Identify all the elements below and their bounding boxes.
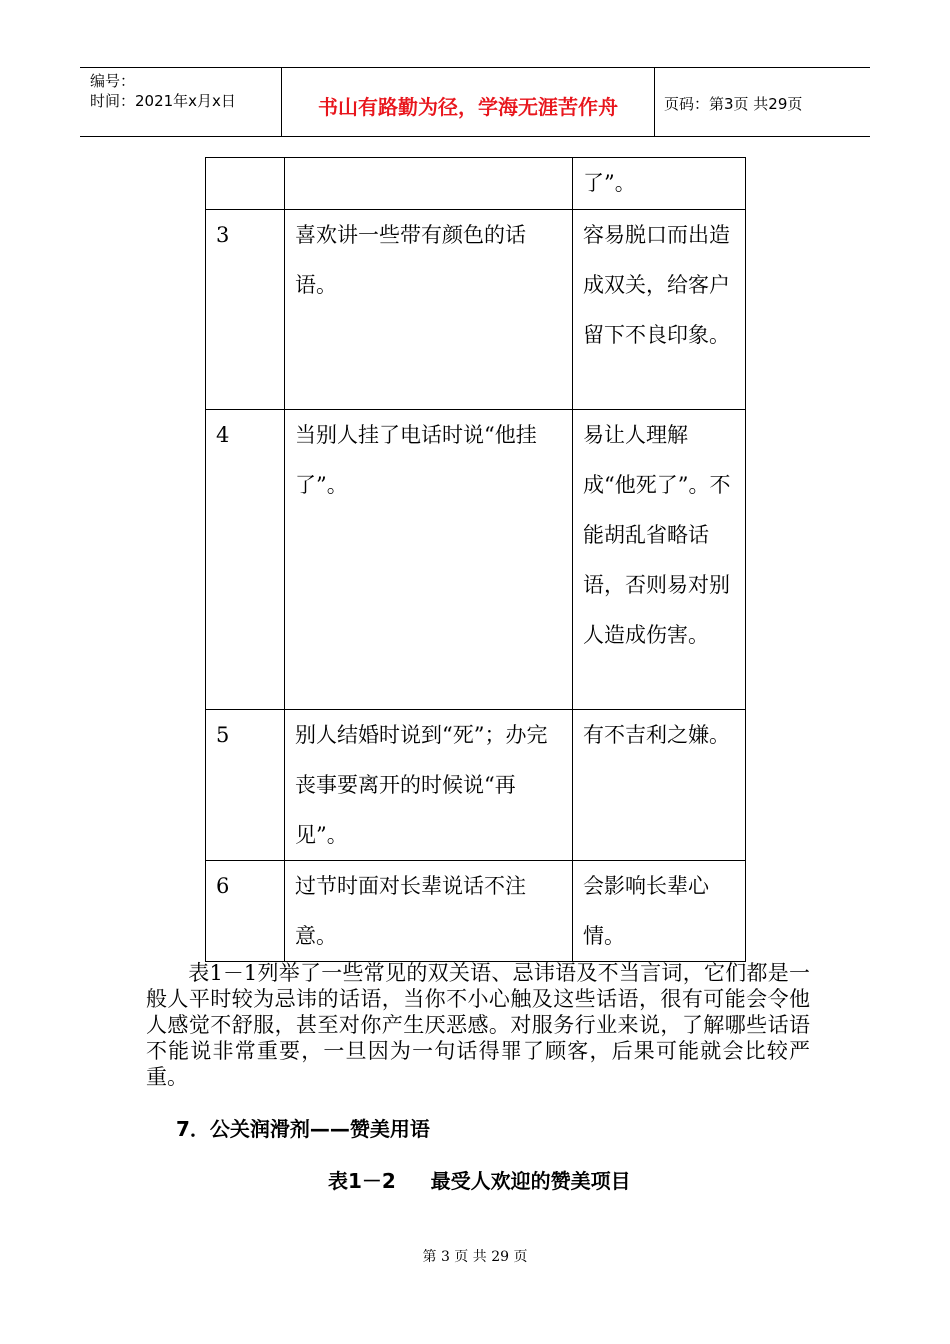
row-number: 4 [206, 410, 285, 710]
paragraph-text: 表1－1列举了一些常见的双关语、忌讳语及不当言词，它们都是一般人平时较为忌讳的话语，当你不小心触及这些话语，很有可能会令他人感觉不舒服，甚至对你产生厌恶感。对服务行业来说，了解哪些话语不能说非常重要，一旦因为一句话得罪了顾客，后果可能就会比较严重。 [146, 961, 810, 1089]
row-reason: 易让人理解成“他死了”。不能胡乱省略话语，否则易对别人造成伤害。 [573, 410, 746, 710]
page-info: 页码：第3页 共29页 [664, 95, 803, 113]
motto-text: 书山有路勤为径，学海无涯苦作舟 [318, 95, 618, 119]
row-number: 6 [206, 861, 285, 962]
row-reason: 有不吉利之嫌。 [573, 710, 746, 861]
body-paragraph [146, 960, 810, 1090]
header-meta [80, 68, 281, 136]
table-row [206, 861, 746, 962]
table-row [206, 158, 746, 210]
row-reason: 容易脱口而出造成双关，给客户留下不良印象。 [573, 210, 746, 410]
row-number: 5 [206, 710, 285, 861]
number-label: 编号： [90, 72, 136, 90]
page-header [80, 67, 870, 137]
row-number [206, 158, 285, 210]
taboo-phrases-table [205, 157, 746, 962]
header-motto-cell [281, 68, 655, 136]
row-phrase [285, 158, 573, 210]
table-row [206, 210, 746, 410]
row-number: 3 [206, 210, 285, 410]
table-caption: 表1－2 最受人欢迎的赞美项目 [328, 1169, 631, 1193]
section-heading: 7．公关润滑剂——赞美用语 [176, 1117, 430, 1141]
row-reason: 会影响长辈心情。 [573, 861, 746, 962]
row-phrase: 过节时面对长辈说话不注意。 [285, 861, 573, 962]
table-row [206, 410, 746, 710]
row-phrase: 当别人挂了电话时说“他挂了”。 [285, 410, 573, 710]
row-phrase: 别人结婚时说到“死”；办完丧事要离开的时候说“再见”。 [285, 710, 573, 861]
time-label: 时间：2021年x月x日 [90, 92, 236, 110]
header-page-cell [654, 68, 870, 136]
page-footer: 第 3 页 共 29 页 [422, 1249, 528, 1265]
row-reason: 了”。 [573, 158, 746, 210]
row-phrase: 喜欢讲一些带有颜色的话语。 [285, 210, 573, 410]
table-row [206, 710, 746, 861]
